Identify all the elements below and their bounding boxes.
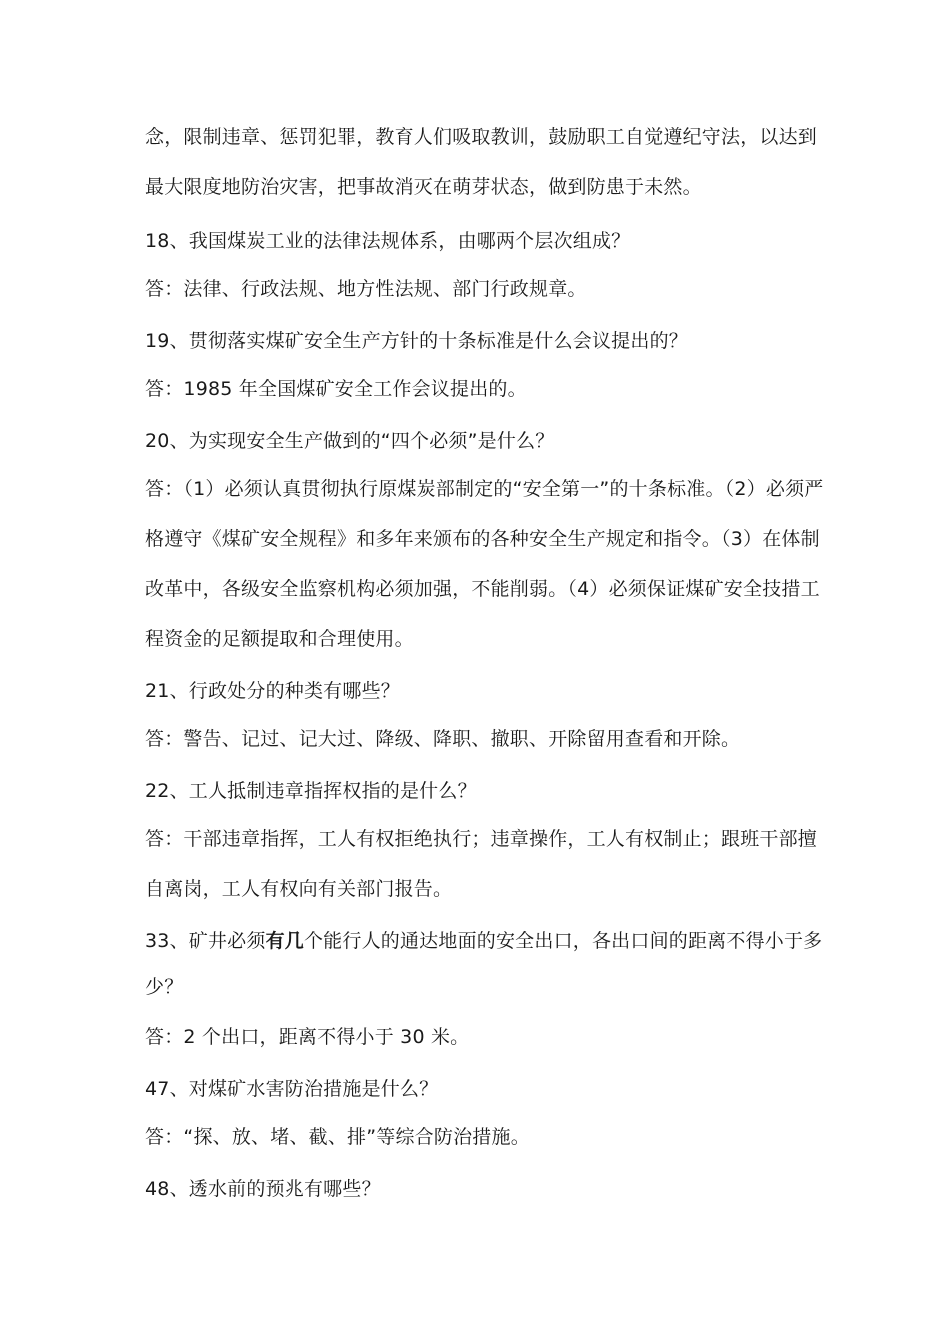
answer-20-line-1: 答：（1）必须认真贯彻执行原煤炭部制定的“安全第一”的十条标准。（2）必须严 bbox=[145, 478, 824, 500]
intro-line-1: 念，限制违章、惩罚犯罪，教育人们吸取教训，鼓励职工自觉遵纪守法，以达到 bbox=[145, 126, 818, 148]
question-48: 48、透水前的预兆有哪些？ bbox=[145, 1178, 381, 1200]
answer-22-line-2: 自离岗，工人有权向有关部门报告。 bbox=[145, 878, 453, 900]
answer-20-line-2: 格遵守《煤矿安全规程》和多年来颁布的各种安全生产规定和指令。（3）在体制 bbox=[145, 528, 820, 550]
answer-18: 答：法律、行政法规、地方性法规、部门行政规章。 bbox=[145, 278, 587, 300]
question-33-prefix: 33、矿井必须 bbox=[145, 930, 266, 952]
answer-47: 答：“探、放、堵、截、排”等综合防治措施。 bbox=[145, 1126, 530, 1148]
intro-line-2: 最大限度地防治灾害，把事故消灭在萌芽状态，做到防患于未然。 bbox=[145, 176, 702, 198]
question-33-line-2: 少？ bbox=[145, 976, 184, 998]
answer-22-line-1: 答：干部违章指挥，工人有权拒绝执行；违章操作，工人有权制止；跟班干部擅 bbox=[145, 828, 818, 850]
question-19: 19、贯彻落实煤矿安全生产方针的十条标准是什么会议提出的？ bbox=[145, 330, 688, 352]
question-21: 21、行政处分的种类有哪些？ bbox=[145, 680, 400, 702]
question-33-suffix: 个能行人的通达地面的安全出口，各出口间的距离不得小于多 bbox=[303, 930, 823, 952]
question-47: 47、对煤矿水害防治措施是什么？ bbox=[145, 1078, 439, 1100]
question-20: 20、为实现安全生产做到的“四个必须”是什么？ bbox=[145, 430, 555, 452]
answer-20-line-4: 程资金的足额提取和合理使用。 bbox=[145, 628, 414, 650]
answer-21: 答：警告、记过、记大过、降级、降职、撤职、开除留用查看和开除。 bbox=[145, 728, 741, 750]
answer-19: 答：1985 年全国煤矿安全工作会议提出的。 bbox=[145, 378, 527, 400]
question-33 bbox=[145, 926, 823, 953]
answer-20-line-3: 改革中，各级安全监察机构必须加强，不能削弱。（4）必须保证煤矿安全技措工 bbox=[145, 578, 820, 600]
answer-33: 答：2 个出口，距离不得小于 30 米。 bbox=[145, 1026, 470, 1048]
question-18: 18、我国煤炭工业的法律法规体系，由哪两个层次组成？ bbox=[145, 230, 631, 252]
question-33-bold: 有几 bbox=[265, 930, 304, 952]
question-22: 22、工人抵制违章指挥权指的是什么？ bbox=[145, 780, 477, 802]
